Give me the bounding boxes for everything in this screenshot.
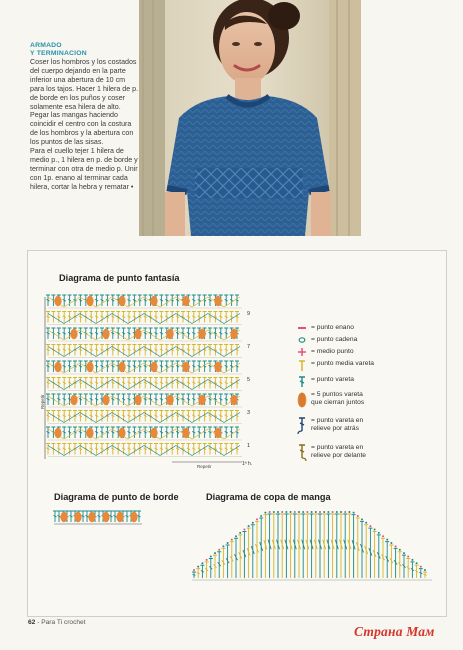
fantasia-stitch-diagram <box>42 289 264 469</box>
cluster-stitch-icon <box>116 512 123 522</box>
repeat-horizontal-label: Repetir <box>197 464 212 469</box>
cluster-stitch-icon <box>182 296 189 306</box>
paragraph-neck: Para el cuello tejer 1 hilera de medio p., 1 hilera en p. de borde y terminar con otra de medio p. Unir con 1p. enano al terminar cada hilera, cortar la hebra y rematar • <box>30 147 138 191</box>
legend-slip-stitch: = punto enano <box>297 324 354 332</box>
cluster-stitch-icon <box>214 362 221 372</box>
watermark-logo: Страна Мам <box>354 624 435 639</box>
double-stitch-icon <box>297 376 307 388</box>
cluster-stitch-icon <box>118 362 125 372</box>
cluster-stitch-icon <box>88 512 95 522</box>
cluster-stitch-icon <box>70 329 77 339</box>
cluster-stitch-icon <box>297 391 307 409</box>
cluster-stitch-icon <box>150 362 157 372</box>
cluster-stitch-icon <box>70 395 77 405</box>
row-number: 3 <box>247 410 251 416</box>
cluster-stitch-icon <box>134 395 141 405</box>
cluster-stitch-icon <box>130 512 137 522</box>
cluster-stitch-icon <box>214 296 221 306</box>
borde-diagram-title: Diagrama de punto de borde <box>54 492 179 502</box>
cluster-stitch-icon <box>150 296 157 306</box>
repeat-vertical-label: Repetir <box>40 394 45 409</box>
row-number: 1 <box>247 443 251 449</box>
cluster-stitch-icon <box>198 329 205 339</box>
cluster-stitch-icon <box>102 512 109 522</box>
paragraph-seams: Coser los hombros y los costados del cuerpo dejando en la parte inferior una abertura de 10 cm para los tajos. Hacer 1 hilera de p. de borde en los puños y coser solamente esa hilera de alto. <box>30 58 139 111</box>
back-post-stitch-icon <box>297 417 307 435</box>
legend-front-post-stitch: = punto vareta en relieve por delante <box>297 444 366 462</box>
paragraph-sleeves: Pegar las mangas haciendo coincidir el centro con la costura de los hombros y la abertura con los puntos de las sisas. <box>30 111 134 147</box>
cluster-stitch-icon <box>214 428 221 438</box>
cluster-stitch-icon <box>230 329 237 339</box>
half-double-stitch-icon <box>297 360 307 372</box>
cluster-stitch-icon <box>182 428 189 438</box>
cluster-stitch-icon <box>166 329 173 339</box>
legend-double-stitch: = punto vareta <box>297 376 354 388</box>
cluster-stitch-icon <box>54 296 61 306</box>
cluster-stitch-icon <box>54 362 61 372</box>
page-footer <box>28 619 86 626</box>
cluster-stitch-icon <box>60 512 67 522</box>
cluster-stitch-icon <box>118 296 125 306</box>
model-photo <box>139 0 361 236</box>
cluster-stitch-icon <box>74 512 81 522</box>
row-number: 9 <box>247 311 251 317</box>
cluster-stitch-icon <box>230 395 237 405</box>
chain-stitch-icon <box>297 336 307 344</box>
heading-line-1: ARMADO <box>30 42 62 49</box>
cluster-stitch-icon <box>86 296 93 306</box>
cluster-stitch-icon <box>118 428 125 438</box>
assembly-heading <box>30 42 140 58</box>
fantasia-diagram-title: Diagrama de punto fantasía <box>59 273 180 283</box>
front-post-stitch-icon <box>297 444 307 462</box>
magazine-name: - Para Ti crochet <box>37 619 86 626</box>
cluster-stitch-icon <box>166 395 173 405</box>
legend-chain-stitch: = punto cadena <box>297 336 357 344</box>
row-number: 7 <box>247 344 251 350</box>
start-row-label: 1ª h. <box>242 461 253 467</box>
cluster-stitch-icon <box>86 428 93 438</box>
cluster-stitch-icon <box>54 428 61 438</box>
cluster-stitch-icon <box>182 362 189 372</box>
row-number: 5 <box>247 377 251 383</box>
heading-line-2: Y TERMINACION <box>30 50 87 57</box>
copa-diagram-title: Diagrama de copa de manga <box>206 492 331 502</box>
legend-cluster-stitch: = 5 puntos vareta que cierran juntos <box>297 391 364 409</box>
legend-back-post-stitch: = punto vareta en relieve por atrás <box>297 417 363 435</box>
legend-half-double-stitch: = punto media vareta <box>297 360 374 372</box>
diagram-panel <box>27 250 447 617</box>
cluster-stitch-icon <box>86 362 93 372</box>
cluster-stitch-icon <box>134 329 141 339</box>
page-number: 62 <box>28 619 36 626</box>
cluster-stitch-icon <box>102 395 109 405</box>
assembly-instructions <box>30 42 140 192</box>
border-stitch-diagram <box>52 508 144 528</box>
cluster-stitch-icon <box>150 428 157 438</box>
slip-stitch-icon <box>297 324 307 332</box>
cluster-stitch-icon <box>198 395 205 405</box>
half-stitch-icon <box>297 348 307 356</box>
cluster-stitch-icon <box>102 329 109 339</box>
sleeve-cap-diagram <box>188 505 436 585</box>
legend-half-stitch: = medio punto <box>297 348 354 356</box>
